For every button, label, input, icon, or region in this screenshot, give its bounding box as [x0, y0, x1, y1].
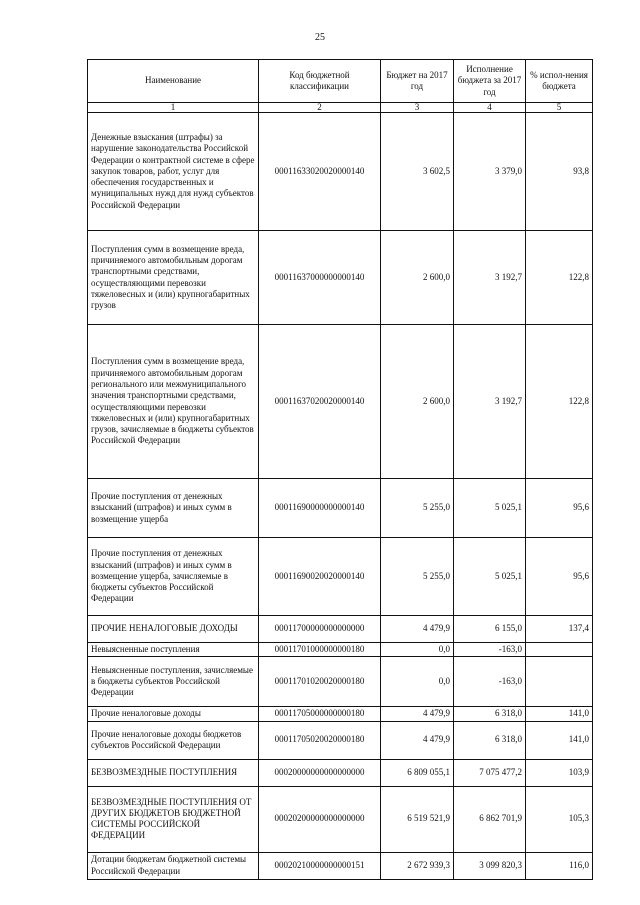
row-budget: 6 519 521,9: [381, 786, 454, 852]
row-name: ПРОЧИЕ НЕНАЛОГОВЫЕ ДОХОДЫ: [88, 616, 259, 643]
column-number: 1: [88, 103, 259, 113]
row-percent: 93,8: [526, 113, 593, 231]
row-code: 00011700000000000000: [259, 616, 381, 643]
row-budget: 3 602,5: [381, 113, 454, 231]
table-row: [88, 852, 593, 879]
row-execution: 6 155,0: [454, 616, 526, 643]
row-execution: 3 192,7: [454, 325, 526, 479]
row-code: 00011690000000000140: [259, 479, 381, 538]
row-name: Прочие поступления от денежных взысканий (штрафов) и иных сумм в возмещение ущерба: [88, 479, 259, 538]
row-name: Невыясненные поступления, зачисляемые в бюджеты субъектов Российской Федерации: [88, 657, 259, 707]
table-row: [88, 479, 593, 538]
row-budget: 2 600,0: [381, 231, 454, 325]
budget-table: [87, 59, 593, 880]
row-percent: 122,8: [526, 325, 593, 479]
page-number: 25: [315, 32, 325, 43]
row-code: 00011701020020000180: [259, 657, 381, 707]
table-row: [88, 325, 593, 479]
header-percent: % испол-нения бюджета: [526, 60, 593, 103]
row-execution: 6 862 701,9: [454, 786, 526, 852]
row-code: 00011705020020000180: [259, 721, 381, 759]
row-code: 00011690020020000140: [259, 538, 381, 616]
row-name: Прочие поступления от денежных взысканий (штрафов) и иных сумм в возмещение ущерба, зачисляемые в бюджеты субъектов Российской Федерации: [88, 538, 259, 616]
row-code: 00011705000000000180: [259, 707, 381, 721]
row-code: 00011701000000000180: [259, 643, 381, 657]
row-budget: 0,0: [381, 657, 454, 707]
column-number: 5: [526, 103, 593, 113]
header-execution: Исполнение бюджета за 2017 год: [454, 60, 526, 103]
header-name: Наименование: [88, 60, 259, 103]
row-name: БЕЗВОЗМЕЗДНЫЕ ПОСТУПЛЕНИЯ ОТ ДРУГИХ БЮДЖЕТОВ БЮДЖЕТНОЙ СИСТЕМЫ РОССИЙСКОЙ ФЕДЕРАЦИИ: [88, 786, 259, 852]
table-row: [88, 786, 593, 852]
row-budget: 4 479,9: [381, 707, 454, 721]
row-budget: 6 809 055,1: [381, 759, 454, 786]
row-budget: 4 479,9: [381, 721, 454, 759]
row-percent: 137,4: [526, 616, 593, 643]
column-number: 3: [381, 103, 454, 113]
row-budget: 5 255,0: [381, 538, 454, 616]
row-code: 00020000000000000000: [259, 759, 381, 786]
row-percent: 141,0: [526, 721, 593, 759]
row-execution: 6 318,0: [454, 707, 526, 721]
row-budget: 4 479,9: [381, 616, 454, 643]
row-percent: 103,9: [526, 759, 593, 786]
row-execution: 5 025,1: [454, 479, 526, 538]
row-budget: 0,0: [381, 643, 454, 657]
table-row: [88, 707, 593, 721]
row-name: Прочие неналоговые доходы: [88, 707, 259, 721]
row-execution: 3 192,7: [454, 231, 526, 325]
column-number-row: [88, 103, 593, 113]
row-code: 00020200000000000000: [259, 786, 381, 852]
row-name: Невыясненные поступления: [88, 643, 259, 657]
header-row: [88, 60, 593, 103]
header-code: Код бюджетной классификации: [259, 60, 381, 103]
row-name: Денежные взыскания (штрафы) за нарушение законодательства Российской Федерации о контрактной системе в сфере закупок товаров, работ, услуг для обеспечения государственных и муниципальных нужд для нужд субъектов Российской Федерации: [88, 113, 259, 231]
row-execution: 3 379,0: [454, 113, 526, 231]
row-budget: 5 255,0: [381, 479, 454, 538]
row-name: Прочие неналоговые доходы бюджетов субъектов Российской Федерации: [88, 721, 259, 759]
row-name: Дотации бюджетам бюджетной системы Российской Федерации: [88, 852, 259, 879]
header-budget: Бюджет на 2017 год: [381, 60, 454, 103]
column-number: 4: [454, 103, 526, 113]
row-budget: 2 600,0: [381, 325, 454, 479]
row-execution: -163,0: [454, 657, 526, 707]
table-row: [88, 643, 593, 657]
row-name: БЕЗВОЗМЕЗДНЫЕ ПОСТУПЛЕНИЯ: [88, 759, 259, 786]
row-execution: 5 025,1: [454, 538, 526, 616]
row-code: 00011633020020000140: [259, 113, 381, 231]
column-number: 2: [259, 103, 381, 113]
row-percent: 122,8: [526, 231, 593, 325]
row-execution: -163,0: [454, 643, 526, 657]
row-execution: 3 099 820,3: [454, 852, 526, 879]
row-percent: 141,0: [526, 707, 593, 721]
table-row: [88, 113, 593, 231]
row-execution: 6 318,0: [454, 721, 526, 759]
row-budget: 2 672 939,3: [381, 852, 454, 879]
row-name: Поступления сумм в возмещение вреда, причиняемого автомобильным дорогам транспортными средствами, осуществляющими перевозки тяжеловесных и (или) крупногабаритных грузов: [88, 231, 259, 325]
row-percent: 105,3: [526, 786, 593, 852]
row-percent: 95,6: [526, 479, 593, 538]
table-row: [88, 538, 593, 616]
table-row: [88, 657, 593, 707]
row-name: Поступления сумм в возмещение вреда, причиняемого автомобильным дорогам регионального или межмуниципального значения транспортными средствами, осуществляющими перевозки тяжеловесных и (или) крупногабаритных грузов, зачисляемые в бюджеты субъектов Российской Федерации: [88, 325, 259, 479]
table-row: [88, 759, 593, 786]
row-percent: 95,6: [526, 538, 593, 616]
table-row: [88, 721, 593, 759]
row-percent: [526, 643, 593, 657]
row-percent: 116,0: [526, 852, 593, 879]
table-row: [88, 231, 593, 325]
row-code: 00011637020020000140: [259, 325, 381, 479]
table-row: [88, 616, 593, 643]
row-code: 00020210000000000151: [259, 852, 381, 879]
row-percent: [526, 657, 593, 707]
row-code: 00011637000000000140: [259, 231, 381, 325]
row-execution: 7 075 477,2: [454, 759, 526, 786]
